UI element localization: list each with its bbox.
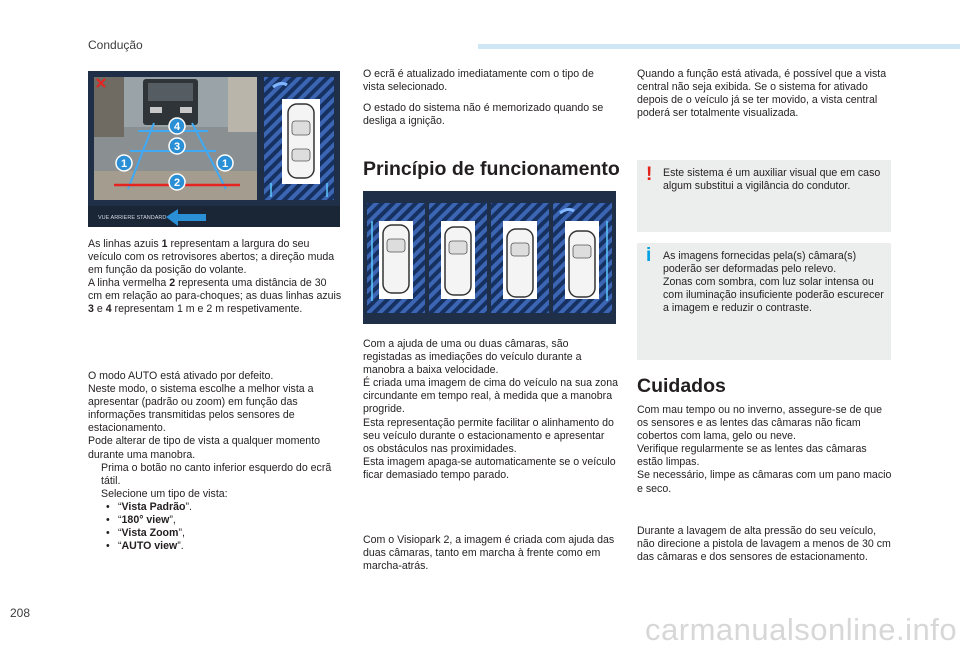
frame-1 bbox=[367, 203, 425, 313]
column-3-body bbox=[637, 404, 892, 496]
column-1-lower bbox=[88, 370, 343, 553]
info-box bbox=[637, 243, 891, 360]
column-3-washing bbox=[637, 525, 892, 564]
paragraph-clean: Se necessário, limpe as câmaras com um pano macio e seco. bbox=[637, 469, 892, 495]
column-2-top bbox=[363, 68, 618, 128]
marker-1-right bbox=[217, 155, 233, 171]
column-3-top bbox=[637, 68, 892, 120]
camera-view-figure bbox=[88, 71, 340, 227]
info-icon: i bbox=[646, 245, 652, 266]
marker-2 bbox=[169, 174, 185, 190]
column-2-visiopark bbox=[363, 534, 618, 573]
header-bar bbox=[478, 44, 960, 49]
paragraph-red-line: A linha vermelha 2 representa uma distância de 30 cm em relação ao para-choques; as duas linhas azuis 3 e 4 representam 1 m e 2 m respetivamente. bbox=[88, 277, 342, 316]
paragraph-blue-lines: As linhas azuis 1 representam a largura do seu veículo com os retrovisores abertos; a direção muda em função da posição do volante. bbox=[88, 238, 335, 277]
marker-3 bbox=[169, 138, 185, 154]
paragraph-bad-weather: Com mau tempo ou no inverno, assegure-se de que os sensores e as lentes das câmaras não ficam cobertos com lama, gelo ou neve. bbox=[637, 404, 882, 443]
paragraph-auto-off: Esta imagem apaga-se automaticamente se o veículo ficar demasiado tempo parado. bbox=[363, 455, 616, 481]
info-text bbox=[663, 250, 887, 315]
paragraph-check-lenses: Verifique regularmente se as lentes das câmaras estão limpas. bbox=[637, 443, 867, 469]
marker-4 bbox=[169, 118, 185, 134]
paragraph-change-view: Pode alterar de tipo de vista a qualquer momento durante uma manobra. bbox=[88, 435, 321, 461]
step-press-button: Prima o botão no canto inferior esquerdo do ecrã tátil. bbox=[101, 461, 332, 487]
column-2-body bbox=[363, 338, 618, 482]
heading-precautions: Cuidados bbox=[637, 375, 726, 397]
svg-text:1: 1 bbox=[221, 158, 229, 170]
warning-text: Este sistema é um auxiliar visual que em caso algum substitui a vigilância do condutor. bbox=[663, 167, 881, 193]
svg-text:4: 4 bbox=[173, 121, 181, 133]
view-steps-list bbox=[88, 462, 343, 554]
paragraph-screen-update: O ecrã é atualizado imediatamente com o tipo de vista selecionado. bbox=[363, 68, 594, 94]
paragraph-top-image: É criada uma imagem de cima do veículo na sua zona circundante em tempo real, à medida que a manobra progride. bbox=[363, 377, 618, 416]
watermark: carmanualsonline.info bbox=[645, 612, 958, 647]
warning-box bbox=[637, 160, 891, 232]
paragraph-high-pressure: Durante a lavagem de alta pressão do seu veículo, não direcione a pistola de lavagem a menos de 30 cm das câmaras e dos sensores de estacionamento. bbox=[637, 525, 891, 564]
heading-operating-principle: Princípio de funcionamento bbox=[363, 158, 620, 180]
svg-text:1: 1 bbox=[120, 158, 128, 170]
paragraph-not-memorized: O estado do sistema não é memorizado quando se desliga a ignição. bbox=[363, 102, 604, 128]
frame-3 bbox=[491, 203, 549, 313]
view-caption: VUE ARRIERE STANDARD bbox=[98, 215, 167, 221]
frame-2 bbox=[429, 203, 487, 313]
paragraph-auto-default: O modo AUTO está ativado por defeito. bbox=[88, 370, 274, 382]
view-types-list bbox=[101, 501, 343, 553]
page-number: 208 bbox=[10, 606, 31, 620]
view-zoom: • “Vista Zoom”, bbox=[101, 527, 343, 540]
paragraph-visiopark: Com o Visiopark 2, a imagem é criada com ajuda das duas câmaras, tanto em marcha à frente como em marcha-atrás. bbox=[363, 534, 615, 573]
parking-sequence-figure bbox=[363, 191, 616, 324]
view-auto: • “AUTO view”. bbox=[101, 540, 343, 553]
paragraph-alignment: Esta representação permite facilitar o alinhamento do seu veículo durante o estacionamento e apresentar os obstáculos nas proximidades. bbox=[363, 416, 614, 455]
warning-icon: ! bbox=[646, 164, 653, 185]
column-1 bbox=[88, 238, 343, 317]
view-standard: • “Vista Padrão”. bbox=[101, 501, 343, 514]
frame-4 bbox=[553, 203, 612, 313]
paragraph-auto-mode: Neste modo, o sistema escolhe a melhor vista a apresentar (padrão ou zoom) em função das informações transmitidas pelos sensores de estacionamento. bbox=[88, 383, 314, 435]
paragraph-cameras: Com a ajuda de uma ou duas câmaras, são registadas as imediações do veículo durante a manobra a baixa velocidade. bbox=[363, 338, 582, 377]
svg-text:3: 3 bbox=[173, 141, 181, 153]
marker-1-left bbox=[116, 155, 132, 171]
section-header: Condução bbox=[88, 38, 143, 52]
view-180: • “180° view”, bbox=[101, 514, 343, 527]
svg-text:2: 2 bbox=[173, 177, 181, 189]
paragraph-central-view: Quando a função está ativada, é possível que a vista central não seja exibida. Se o sistema for ativado depois de o veículo já se ter movido, a vista central poderá ser totalmente visualizada. bbox=[637, 68, 887, 120]
info-deformation: As imagens fornecidas pela(s) câmara(s) poderão ser deformadas pelo relevo. bbox=[663, 250, 857, 276]
info-shadow: Zonas com sombra, com luz solar intensa ou com iluminação insuficiente poderão escurecer a imagem e reduzir o contraste. bbox=[663, 276, 884, 315]
step-select-view: Selecione um tipo de vista: • “Vista Padrão”. • “180° view”, • “Vista Zoom”, • “AUTO view”. bbox=[88, 488, 343, 553]
